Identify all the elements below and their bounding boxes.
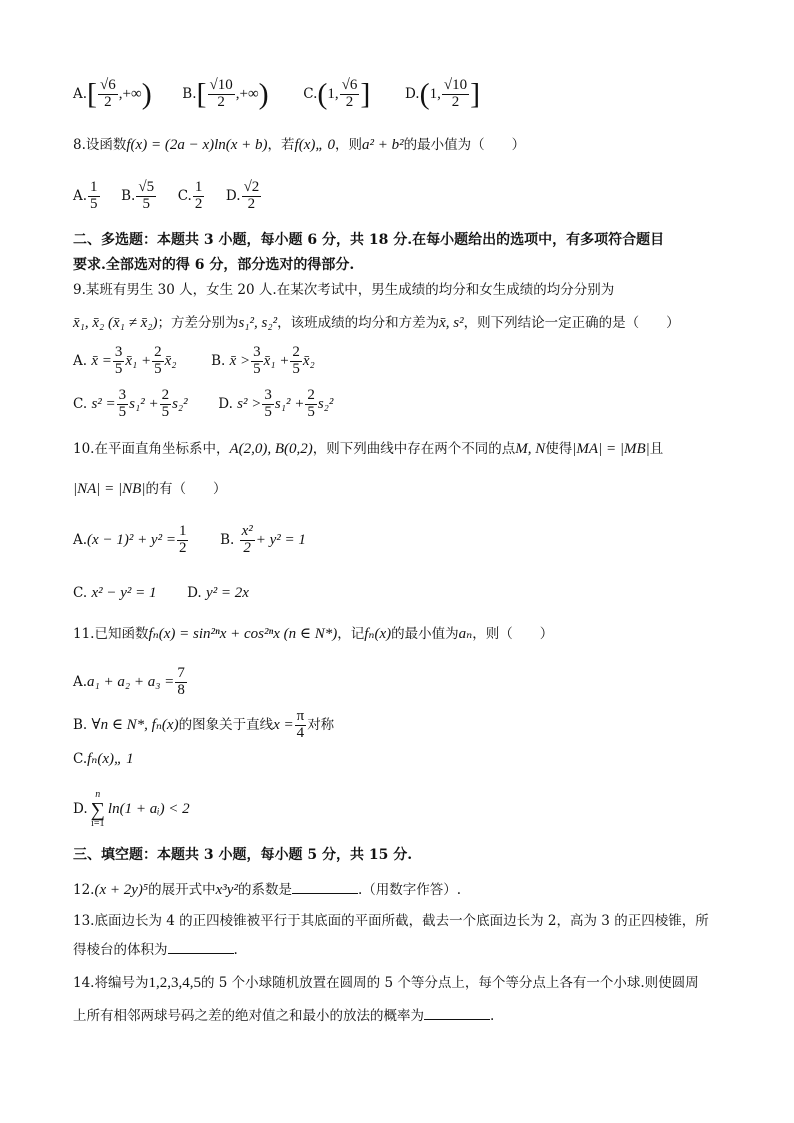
q11-option-d: D. n ∑ i=1 ln(1 + aᵢ) < 2 [73, 789, 190, 829]
q10-option-c: C. x² − y² = 1 [73, 585, 157, 601]
q10-options-cd [73, 584, 249, 602]
q9-option-a: A. x̄ = $\frac{3}{5}$ x̄₁ + $\frac{2}{5}$ x̄₂ [73, 344, 177, 377]
q11-option-a: A.a₁ + a₂ + a₃ = $\frac{7}{8}$ [73, 665, 185, 698]
q8-stem: 8.设函数f(x) = (2a − x)ln(x + b)，若f(x)„ 0，则a² + b²的最小值为（ ） [73, 137, 526, 153]
q8-option-c: C. $\frac{1}{2}$ [177, 179, 203, 212]
q9-stem-line1: 9.某班有男生 30 人，女生 20 人.在某次考试中，男生成绩的均分和女生成绩的均分分别为 [73, 282, 615, 298]
q13-answer-blank[interactable] [168, 940, 234, 954]
q14-stem-line1: 14.将编号为1,2,3,4,5的 5 个小球随机放置在圆周的 5 个等分点上，每个等分点上各有一个小球.则使圆周 [73, 975, 699, 991]
q7-option-a: A.[ $\frac{√6}{2}$ ,+∞) [73, 77, 152, 111]
q7-option-d: D.(1, $\frac{√10}{2}$ ] [404, 77, 481, 111]
q13-stem-line2: 得棱台的体积为 . [73, 942, 238, 958]
q7-options [73, 78, 480, 111]
q9-stem-line2: x̄₁, x̄₂ (x̄₁ ≠ x̄₂)；方差分别为s₁², s₂²，该班成绩的均分和方差为x̄, s²，则下列结论一定正确的是（ ） [73, 315, 680, 331]
q9-option-d: D. s² > $\frac{3}{5}$ s₁² + $\frac{2}{5}$ s₂² [218, 387, 334, 420]
section-3-heading: 三、填空题：本题共 3 小题，每小题 5 分，共 15 分. [73, 847, 413, 863]
q7-option-b: B.[ $\frac{√10}{2}$ ,+∞) [182, 77, 269, 111]
q11-stem: 11.已知函数fₙ(x) = sin²ⁿx + cos²ⁿx (n ∈ N*)，记fₙ(x)的最小值为aₙ，则（ ） [73, 626, 554, 642]
q8-options [73, 180, 262, 213]
q8-option-b: B. $\frac{√5}{5}$ [121, 179, 155, 212]
q10-option-b: B. $\frac{\text{x²}}{2}$ + y² = 1 [220, 523, 306, 556]
q10-options-ab [73, 524, 306, 557]
q11-option-b: B. ∀n ∈ N*, fₙ(x)的图象关于直线x = $\frac{\pi}{4}$ 对称 [73, 708, 335, 741]
q10-stem-line2: |NA| = |NB|的有（ ） [73, 481, 227, 497]
q14-stem-line2: 上所有相邻两球号码之差的绝对值之和最小的放法的概率为 . [73, 1008, 495, 1024]
q10-stem-line1: 10.在平面直角坐标系中，A(2,0), B(0,2)，则下列曲线中存在两个不同的点M, N使得|MA| = |MB|且 [73, 441, 664, 457]
q12-stem: 12.(x + 2y)⁵的展开式中x³y²的系数是 .（用数字作答）. [73, 882, 462, 898]
q9-options-cd [73, 388, 333, 421]
q11-option-c: C.fₙ(x)„ 1 [73, 751, 134, 767]
section-2-heading-line2: 要求.全部选对的得 6 分，部分选对的得部分. [73, 257, 355, 273]
q8-option-d: D. $\frac{√2}{2}$ [225, 179, 260, 212]
q10-option-a: A.(x − 1)² + y² = $\frac{1}{2}$ [73, 523, 187, 556]
q9-option-b: B. x̄ > $\frac{3}{5}$ x̄₁ + $\frac{2}{5}$ x̄₂ [211, 344, 315, 377]
summation-symbol: n ∑ i=1 [90, 789, 105, 829]
q10-option-d: D. y² = 2x [187, 585, 249, 601]
q8-option-a: A. $\frac{1}{5}$ [73, 179, 98, 212]
q12-answer-blank[interactable] [292, 880, 358, 894]
q7-option-c: C.(1, $\frac{√6}{2}$ ] [303, 77, 371, 111]
section-2-heading-line1: 二、多选题：本题共 3 小题，每小题 6 分，共 18 分.在每小题给出的选项中，有多项符合题目 [73, 232, 665, 248]
q9-options-ab [73, 345, 315, 378]
q9-option-c: C. s² = $\frac{3}{5}$ s₁² + $\frac{2}{5}$ s₂² [73, 387, 188, 420]
q14-answer-blank[interactable] [424, 1006, 490, 1020]
q13-stem-line1: 13.底面边长为 4 的正四棱锥被平行于其底面的平面所截，截去一个底面边长为 2，高为 3 的正四棱锥，所 [73, 913, 709, 929]
